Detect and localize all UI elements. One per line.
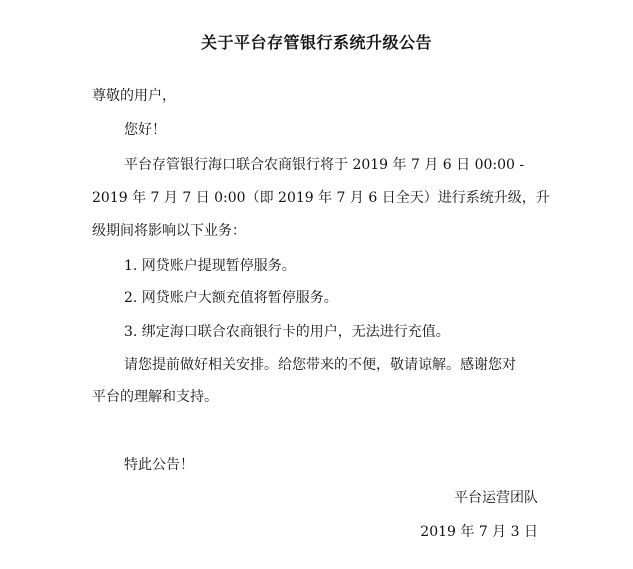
signature: 平台运营团队: [454, 490, 538, 506]
notice-date: 2019 年 7 月 3 日: [420, 524, 538, 540]
notice-title: 关于平台存管银行系统升级公告: [200, 33, 432, 52]
paragraph-2-line-2: 平台的理解和支持。: [92, 389, 218, 405]
salutation: 尊敬的用户，: [92, 88, 176, 104]
list-item: 3. 绑定海口联合农商银行卡的用户，无法进行充值。: [124, 324, 450, 340]
list-item: 1. 网贷账户提现暂停服务。: [124, 258, 296, 274]
paragraph-1-line-1: 平台存管银行海口联合农商银行将于 2019 年 7 月 6 日 00:00 -: [124, 157, 525, 173]
greeting: 您好！: [124, 122, 166, 138]
closing-remark: 特此公告！: [124, 457, 194, 473]
paragraph-2-line-1: 请您提前做好相关安排。给您带来的不便，敬请谅解。感谢您对: [124, 357, 516, 373]
list-item: 2. 网贷账户大额充值将暂停服务。: [124, 290, 338, 306]
paragraph-1-line-3: 级期间将影响以下业务：: [92, 223, 246, 239]
paragraph-1-line-2: 2019 年 7 月 7 日 0:00（即 2019 年 7 月 6 日全天）进行系统升级，升: [92, 190, 550, 206]
